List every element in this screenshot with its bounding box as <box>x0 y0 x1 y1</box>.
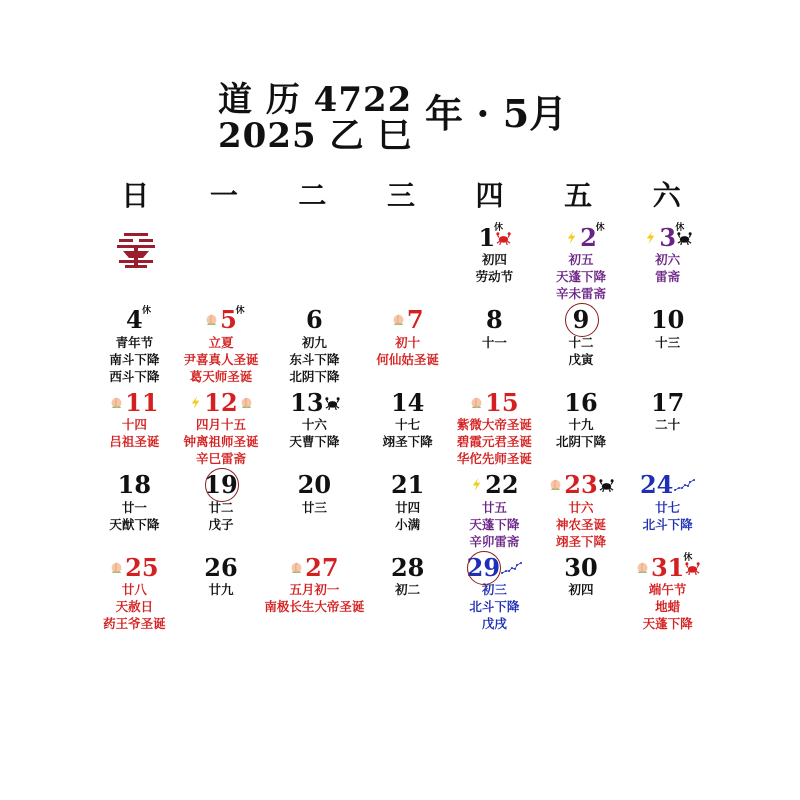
event-label: 南斗下降 <box>109 351 160 367</box>
peach-icon <box>109 560 124 576</box>
peach-icon <box>204 312 219 328</box>
day-cell[interactable] <box>624 224 711 307</box>
day-cell[interactable] <box>624 472 711 555</box>
event-label: 华佗先师圣诞 <box>456 451 532 466</box>
day-number-row <box>451 472 538 499</box>
day-cell[interactable] <box>624 389 711 472</box>
lunar-date: 十七 <box>395 417 421 432</box>
day-number-row <box>538 389 625 416</box>
empty-cell <box>364 224 451 307</box>
event-label: 南极长生大帝圣诞 <box>264 599 365 614</box>
event-label: 西斗下降 <box>109 368 160 384</box>
event-label: 天蓬下降 <box>555 269 606 284</box>
calendar-title <box>218 82 412 154</box>
day-number: 30 <box>564 552 598 582</box>
lunar-date: 廿七 <box>655 499 681 515</box>
event-label: 吕祖圣诞 <box>109 434 160 449</box>
day-number-row <box>178 389 265 416</box>
day-number-row <box>538 307 625 334</box>
event-label: 碧霞元君圣诞 <box>456 434 532 449</box>
weekday-label: 三 <box>386 179 415 212</box>
day-number-row <box>264 472 364 499</box>
day-number-row <box>264 389 364 416</box>
big-dipper-icon <box>501 560 523 576</box>
day-cell[interactable] <box>451 554 538 637</box>
day-number-row <box>264 554 364 581</box>
lunar-date: 立夏 <box>208 334 234 350</box>
peach-icon <box>239 395 254 411</box>
event-label: 天赦日 <box>115 599 154 614</box>
day-cell[interactable] <box>538 307 625 390</box>
event-label: 何仙姑圣诞 <box>376 351 439 367</box>
peach-icon <box>391 312 406 328</box>
day-number: 3 <box>659 222 677 252</box>
day-number: 5 <box>220 305 237 334</box>
lunar-date: 十二 <box>568 334 594 350</box>
event-label: 戊子 <box>208 516 234 532</box>
day-number: 24 <box>639 470 674 499</box>
day-cell[interactable] <box>364 307 451 390</box>
day-cell[interactable] <box>264 554 364 637</box>
lunar-date: 廿一 <box>121 499 147 515</box>
lightning-icon <box>643 230 658 246</box>
day-number: 10 <box>650 305 685 334</box>
day-number-row <box>538 224 625 251</box>
lunar-date: 四月十五 <box>195 417 246 432</box>
event-label: 东斗下降 <box>289 351 340 367</box>
day-number: 13 <box>290 387 324 417</box>
lightning-icon <box>469 477 484 493</box>
lunar-date: 初四 <box>568 582 594 597</box>
lunar-date: 十一 <box>481 334 507 350</box>
event-label: 钟离祖师圣诞 <box>183 434 259 449</box>
day-number-row <box>91 307 178 334</box>
weekday-label: 四 <box>475 179 504 212</box>
day-number: 2 <box>580 222 597 252</box>
holiday-mark: 休 <box>675 223 685 233</box>
lunar-date: 初六 <box>655 252 681 267</box>
day-number: 22 <box>485 470 519 499</box>
day-number: 14 <box>390 387 425 417</box>
day-number-row <box>364 472 451 499</box>
event-label: 葛天师圣诞 <box>189 368 253 384</box>
weekday-label: 日 <box>121 179 150 212</box>
day-cell[interactable] <box>91 307 178 390</box>
lunar-date: 廿六 <box>568 499 594 515</box>
day-cell[interactable] <box>451 472 538 555</box>
day-number-row <box>624 389 711 416</box>
lunar-date: 廿八 <box>121 582 147 597</box>
weekday-label: 五 <box>564 179 593 212</box>
day-cell[interactable] <box>178 554 265 637</box>
day-cell[interactable] <box>538 224 625 307</box>
day-cell[interactable] <box>178 472 265 555</box>
day-number-row <box>624 224 711 251</box>
day-number-row <box>451 389 538 416</box>
day-number-row <box>178 472 265 499</box>
day-cell[interactable] <box>451 307 538 390</box>
big-dipper-icon <box>674 477 696 493</box>
day-number-row <box>451 554 538 581</box>
day-number: 27 <box>305 552 339 582</box>
day-number-row <box>264 307 364 334</box>
day-cell[interactable] <box>624 554 711 637</box>
day-cell[interactable] <box>178 389 265 472</box>
event-label: 天蓬下降 <box>469 516 520 532</box>
peach-icon <box>635 560 650 576</box>
day-number: 1 <box>478 222 496 252</box>
year-month: 年 · 5月 <box>425 91 568 136</box>
event-label: 药王爷圣诞 <box>103 616 166 631</box>
event-label: 天蓬下降 <box>642 616 693 631</box>
lunar-date: 初十 <box>395 334 421 350</box>
day-cell[interactable] <box>624 307 711 390</box>
day-cell[interactable] <box>451 389 538 472</box>
taoist-symbol-icon <box>115 228 157 270</box>
holiday-mark: 休 <box>494 223 504 233</box>
lunar-date: 十六 <box>301 417 327 432</box>
day-number-row <box>451 224 538 251</box>
day-number-row <box>178 554 265 581</box>
lunar-date: 廿五 <box>481 499 507 515</box>
day-number: 17 <box>650 387 685 417</box>
day-number: 16 <box>564 387 598 417</box>
event-label: 辛巳雷斋 <box>195 451 246 466</box>
lunar-date: 紫微大帝圣诞 <box>456 417 532 432</box>
day-number-row <box>364 389 451 416</box>
lunar-date: 十四 <box>121 417 147 432</box>
day-number: 28 <box>390 552 425 582</box>
empty-cell <box>264 224 364 307</box>
day-cell[interactable] <box>264 307 364 390</box>
day-cell[interactable] <box>91 472 178 555</box>
event-label: 神农圣诞 <box>555 516 606 532</box>
crab-icon <box>599 477 614 493</box>
event-label: 天猷下降 <box>109 516 160 532</box>
day-cell[interactable] <box>538 389 625 472</box>
holiday-mark: 休 <box>142 305 152 316</box>
event-label: 北斗下降 <box>642 516 693 532</box>
weekday-label: 二 <box>298 179 327 212</box>
day-number: 31 <box>650 552 685 582</box>
day-number-row <box>538 554 625 581</box>
peach-icon <box>469 395 484 411</box>
lightning-icon <box>188 395 203 411</box>
logo-cell <box>91 224 178 307</box>
day-number: 15 <box>485 387 519 417</box>
event-label: 辛卯雷斋 <box>469 533 520 549</box>
lightning-icon <box>564 230 579 246</box>
day-number-row <box>91 472 178 499</box>
day-number: 20 <box>297 470 332 499</box>
day-number: 23 <box>564 470 598 499</box>
day-number: 26 <box>204 552 238 582</box>
day-cell[interactable] <box>538 554 625 637</box>
peach-icon <box>109 395 124 411</box>
empty-cell <box>178 224 265 307</box>
event-label: 天曹下降 <box>289 434 340 449</box>
day-cell[interactable] <box>178 307 265 390</box>
day-number: 29 <box>466 552 501 582</box>
calendar-grid <box>91 224 711 637</box>
day-number-row <box>364 307 451 334</box>
weekday-label: 六 <box>652 179 681 212</box>
event-label: 北阴下降 <box>289 368 340 384</box>
weekday-label: 一 <box>209 179 238 212</box>
event-label: 翊圣下降 <box>382 434 433 449</box>
daoist-year: 道 历 4722 <box>218 80 413 120</box>
event-label: 戊戌 <box>481 616 507 631</box>
lunar-date: 廿三 <box>301 499 327 515</box>
holiday-mark: 休 <box>683 553 693 563</box>
lunar-date: 端午节 <box>648 582 687 597</box>
day-number-row <box>451 307 538 334</box>
event-label: 劳动节 <box>475 269 514 284</box>
lunar-date: 五月初一 <box>289 582 340 597</box>
day-number-row <box>91 389 178 416</box>
day-number: 9 <box>572 305 590 334</box>
lunar-date: 初五 <box>568 252 594 267</box>
day-number-row <box>624 472 711 499</box>
day-number: 18 <box>117 470 152 499</box>
event-label: 尹喜真人圣诞 <box>183 351 259 367</box>
lunar-date: 初二 <box>395 582 421 597</box>
day-cell[interactable] <box>364 389 451 472</box>
event-label: 戊寅 <box>568 351 594 367</box>
day-number: 19 <box>204 470 238 499</box>
day-number-row <box>538 472 625 499</box>
lunar-date: 十九 <box>568 417 594 432</box>
gregorian-year: 2025 乙 巳 <box>218 116 413 156</box>
day-number: 21 <box>390 470 425 499</box>
day-cell[interactable] <box>264 389 364 472</box>
day-number-row <box>178 307 265 334</box>
lunar-date: 青年节 <box>115 334 154 350</box>
lunar-date: 初四 <box>481 252 507 267</box>
lunar-date: 廿四 <box>395 499 421 515</box>
lunar-date: 十三 <box>655 334 681 350</box>
lunar-date: 初三 <box>481 582 507 597</box>
event-label: 北阴下降 <box>555 434 606 449</box>
day-number: 8 <box>485 305 503 334</box>
weekday-header <box>91 174 711 214</box>
event-label: 雷斋 <box>655 269 681 284</box>
lunar-date: 廿九 <box>208 582 234 597</box>
event-label: 小满 <box>395 516 421 532</box>
crab-icon <box>325 395 340 411</box>
day-number-row <box>624 307 711 334</box>
day-cell[interactable] <box>91 389 178 472</box>
event-label: 地蜡 <box>655 599 681 614</box>
day-number: 12 <box>204 387 238 417</box>
event-label: 辛未雷斋 <box>555 286 606 301</box>
day-cell[interactable] <box>451 224 538 307</box>
day-number-row <box>624 554 711 581</box>
day-cell[interactable] <box>364 472 451 555</box>
lunar-date: 廿二 <box>208 499 234 515</box>
day-number: 4 <box>125 305 143 334</box>
day-cell[interactable] <box>91 554 178 637</box>
day-number: 25 <box>125 552 159 582</box>
day-cell[interactable] <box>364 554 451 637</box>
holiday-mark: 休 <box>595 223 605 233</box>
day-number-row <box>364 554 451 581</box>
lunar-date: 二十 <box>655 417 681 432</box>
day-number: 11 <box>125 387 159 417</box>
holiday-mark: 休 <box>235 305 245 316</box>
day-number-row <box>91 554 178 581</box>
event-label: 北斗下降 <box>469 599 520 614</box>
event-label: 翊圣下降 <box>555 533 606 549</box>
lunar-date: 初九 <box>301 334 327 350</box>
peach-icon <box>289 560 304 576</box>
peach-icon <box>548 477 563 493</box>
day-number: 7 <box>406 305 424 334</box>
day-number: 6 <box>305 305 323 334</box>
day-cell[interactable] <box>264 472 364 555</box>
day-cell[interactable] <box>538 472 625 555</box>
